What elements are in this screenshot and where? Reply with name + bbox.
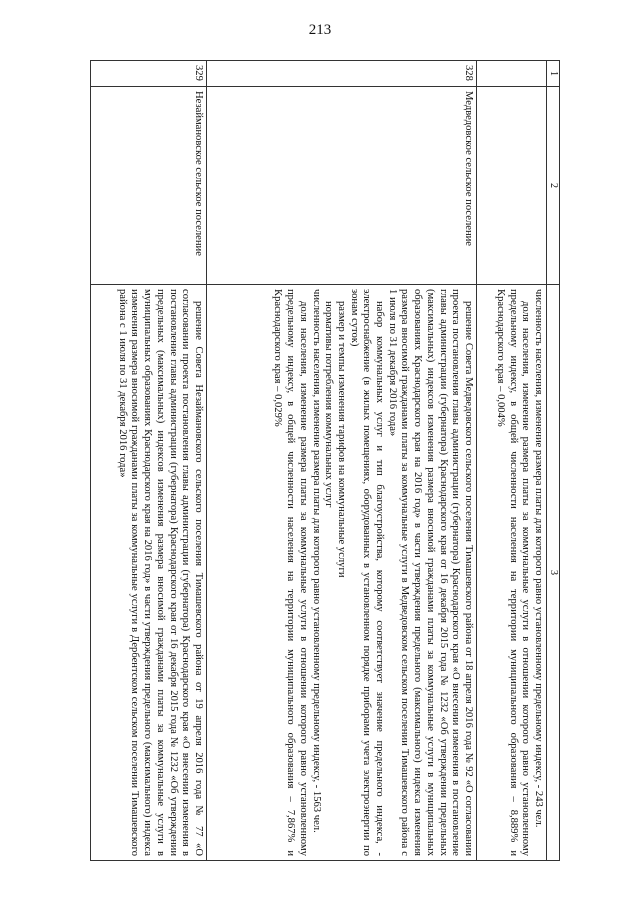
row-paragraph: численность населения, изменение размера платы для которого равно установленному предельному индексу, - 243 чел.: [533, 289, 544, 828]
row-number: [477, 61, 547, 87]
row-settlement-name: Незаймановское сельское поселение: [91, 87, 207, 285]
table-header-row: [547, 61, 560, 861]
row-paragraph: размер и темпы изменения тарифов на коммунальные услуги: [335, 301, 347, 578]
rotated-table-frame: [90, 60, 560, 860]
table-row: [477, 61, 547, 861]
header-col-2: 2: [547, 87, 560, 285]
row-paragraph: решение Совета Медведовского сельского поселения Тимашевского района от 18 апреля 2016 года № 92 «О согласовании проекта постановления главы администрации (губернатора) Краснодарского края «О внесении изменения в постановление главы администрации (губернатора) Краснодарского края от 16 декабря 2015 года № 1232 «Об утверждении предельных (максимальных) индексов изменения размера вносимой гражданами платы за коммунальные услуги в муниципальных образованиях Краснодарского края на 2016 год» в части утверждения предельного (максимального) индекса изменения размера вносимой гражданами платы за коммунальные услуги в Медведовском сельском поселении Тимашевского района с 1 июля по 31 декабря 2016 года»: [386, 289, 474, 856]
table-row: [207, 61, 477, 861]
row-paragraph: доля населения, изменение размера платы за коммунальные услуги в отношении которого равно установленному предельному индексу, в общей численности населения на территории муниципального образования – 7,867% и Краснодарского края – 0,029%: [272, 289, 309, 856]
row-number: 329: [91, 61, 207, 87]
row-number: 328: [207, 61, 477, 87]
row-paragraph: нормативы потребления коммунальных услуг: [323, 301, 335, 508]
row-settlement-name: [477, 87, 547, 285]
row-paragraph: набор коммунальных услуг и тип благоустройства, которому соответствует значение предельного индекса, - электроснабжение (в жилых помещениях, оборудованных в установленном порядке приборами учета электроэнергии по зонам суток): [348, 289, 386, 856]
row-content: [477, 285, 547, 861]
page-number: 213: [308, 22, 332, 38]
document-table: [90, 60, 560, 861]
header-col-1: 1: [547, 61, 560, 87]
row-settlement-name: Медведовское сельское поселение: [207, 87, 477, 285]
row-content: [91, 285, 207, 861]
rotated-table-container: [90, 60, 560, 860]
table-row: [91, 61, 207, 861]
row-paragraph: численность населения, изменение размера платы для которого равно установленному предельному индексу, - 1563 чел.: [310, 289, 322, 833]
row-content: [207, 285, 477, 861]
row-paragraph: доля населения, изменение размера платы за коммунальные услуги в отношении которого равно установленному предельному индексу, в общей численности населения на территории муниципального образования – 8,889% и Краснодарского края – 0,004%: [494, 289, 532, 856]
row-paragraph: решение Совета Незаймановского сельского поселения Тимашевского района от 19 апреля 2016 года № 77 «О согласовании проекта постановления главы администрации (губернатора) Краснодарского края «О внесении изменения в постановление главы администрации (губернатора) Краснодарского края от 16 декабря 2015 года № 1232 «Об утверждении предельных (максимальных) индексов изменения размера вносимой гражданами платы за коммунальные услуги в муниципальных образованиях Краснодарского края на 2016 год» в части утверждения предельного (максимального) индекса изменения размера вносимой гражданами платы за коммунальные услуги в Дербентском сельском поселении Тимашевского района с 1 июля по 31 декабря 2016 года»: [116, 289, 204, 856]
header-col-3: 3: [547, 285, 560, 861]
